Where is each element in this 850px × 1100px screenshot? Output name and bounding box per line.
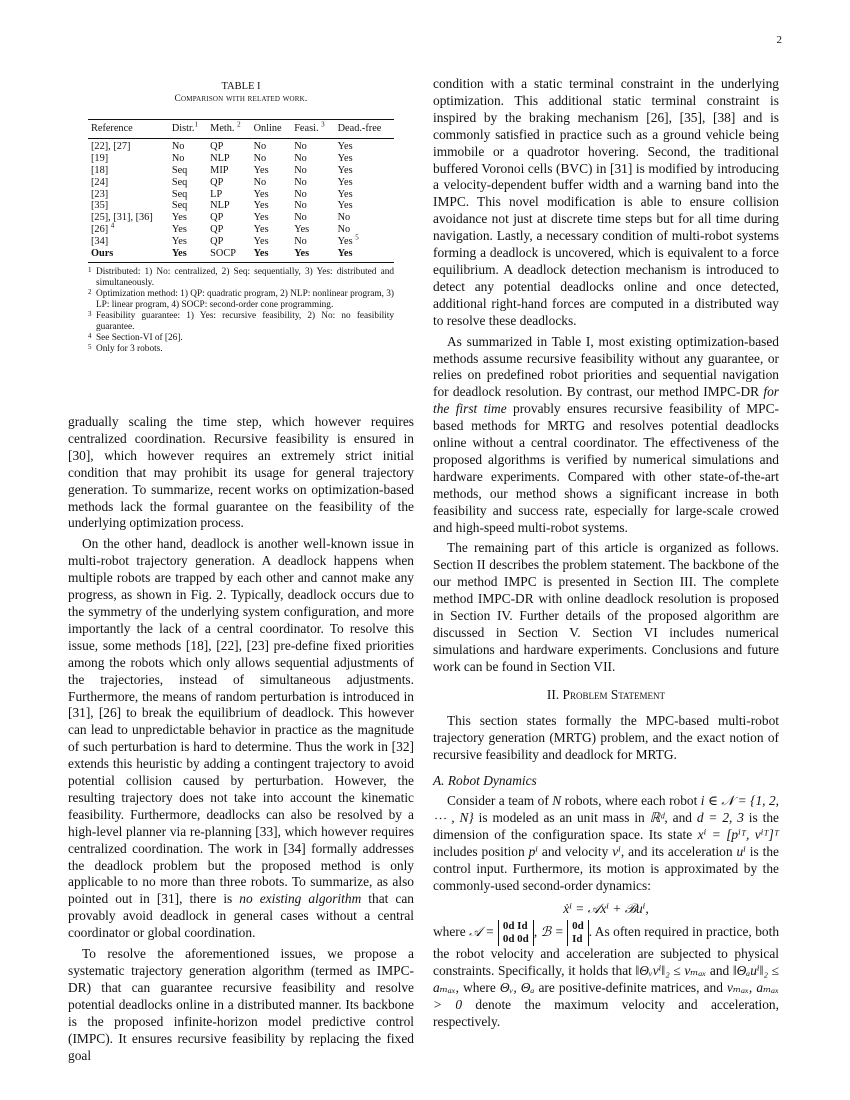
cell-distr: Seq (171, 200, 188, 212)
cell-meth: QP (210, 176, 224, 188)
header-feasi: Feasi. $^3$ (291, 120, 334, 139)
footnote-mark: 3 (88, 309, 92, 318)
table-row (88, 224, 394, 236)
footnote-mark: 1 (88, 265, 92, 274)
paragraph: gradually scaling the time step, which however requires centralized coordination. Recursive feasibility is ensured in [30], which however requires an extremely strict initial condition that may prohibit its usage for general trajectory generation. To summarize, recent works on optimization-based methods lack the formal guarantee on the feasibility of the underlying optimization process. (68, 414, 414, 531)
cell-online: Yes (251, 248, 292, 262)
cell-meth: QP (210, 140, 224, 152)
dynamics-equation: ẋⁱ = 𝒜xⁱ + ℬuⁱ, (563, 900, 649, 916)
emphasis: no existing algorithm (239, 891, 362, 907)
left-body-text (68, 414, 414, 1064)
cell-online: Yes (253, 188, 269, 200)
cell-reference: [26] $^4$ (91, 221, 115, 236)
cell-online: Yes (253, 236, 269, 248)
cell-online: No (253, 176, 267, 188)
page-number: 2 (776, 34, 782, 46)
table-row (88, 236, 394, 248)
cell-distr: Seq (171, 164, 188, 176)
cell-meth: QP (210, 236, 224, 248)
cell-distr: Yes (169, 248, 207, 262)
cell-reference: [19] (91, 152, 109, 164)
cell-online: Yes (253, 224, 269, 236)
footnote-text: Optimization method: 1) QP: quadratic program, 2) NLP: nonlinear program, 3) LP: linear program, 4) SOCP: second-order cone programming. (96, 288, 394, 310)
cell-meth: MIP (210, 164, 229, 176)
footnote (88, 289, 394, 311)
table-row (88, 200, 394, 212)
header-meth: Meth. $^2$ (207, 120, 250, 139)
matrix-B: 0d Id (567, 920, 589, 946)
cell-dead-free: Yes (337, 164, 353, 176)
cell-reference: [22], [27] (91, 140, 131, 152)
cell-distr: Seq (171, 188, 188, 200)
cell-meth: SOCP (207, 248, 250, 262)
cell-reference: [25], [31], [36] (91, 212, 153, 224)
table-row (88, 189, 394, 201)
footnote (88, 333, 394, 344)
header-online: Online (251, 120, 292, 139)
cell-reference: Ours (88, 248, 169, 262)
section-title: II. Problem Statement (546, 686, 666, 702)
header-reference: Reference (88, 120, 169, 139)
cell-feasi: No (294, 152, 307, 164)
cell-reference: [18] (91, 164, 109, 176)
cell-dead-free: Yes (337, 140, 353, 152)
cell-distr: Yes (171, 212, 187, 224)
cell-dead-free: Yes (335, 248, 394, 262)
paragraph-constraints: where 𝒜 = 0d Id 0d 0d , ℬ = 0d Id . As often required in practice, both the robot velocity and acceleration are subjected to physical constraints. Specifically, it holds that ‖Θᵥvⁱ‖₂ ≤ vₘₐₓ and ‖Θₐuⁱ‖₂ ≤ aₘₐₓ, where Θᵥ, Θₐ are positive-definite matrices, and vₘₐₓ, aₘₐₓ > 0 denote the maximum velocity and acceleration, respectively. (433, 919, 780, 1029)
cell-distr: No (171, 152, 185, 164)
cell-reference: [24] (91, 176, 109, 188)
footnote-mark: 4 (88, 331, 92, 340)
left-column (68, 76, 414, 355)
table-row (88, 153, 394, 165)
table-row (88, 138, 394, 152)
table-row-ours (88, 248, 394, 262)
table-caption: TABLE I (221, 81, 261, 92)
paragraph-summary: As summarized in Table I, most existing optimization-based methods assume recursive feasibility without any guarantee, or relies on predefined robot priorities and sequential navigation for deadlock resolution. By contrast, our method IMPC-DR for the first time provably ensures recursive feasibility of MPC-based methods for MRTG and resolves potential deadlocks online without a central coordinator. The effectiveness of the proposed algorithms is verified by numerical simulations and hardware experiments. Compared with other state-of-the-art methods, our method shows a significant increase in both feasibility and success rate, especially for large-scale crowed and high-speed multi-robot systems. (433, 333, 779, 535)
cell-dead-free: Yes $^5$ (337, 233, 359, 248)
header-dead-free: Dead.-free (335, 120, 394, 139)
footnote-text: See Section-VI of [26]. (96, 332, 183, 343)
paragraph-proposal: To resolve the aforementioned issues, we propose a systematic trajectory generation algorithm (termed as IMPC-DR) that can guarantee recursive feasibility and resolve potential deadlocks online in a distributed manner. Its backbone is the proposed infinite-horizon model predictive control (IMPC). It ensures recursive feasibility by replacing the fixed goal (68, 946, 414, 1063)
cell-reference: [34] (91, 236, 109, 248)
table-row (88, 177, 394, 189)
table-footnotes (88, 267, 394, 355)
cell-meth: LP (210, 188, 223, 200)
table-subcaption: Comparison with related work. (174, 94, 308, 104)
cell-meth: QP (210, 212, 224, 224)
matrix-A: 0d Id 0d 0d (498, 920, 534, 946)
cell-online: Yes (253, 212, 269, 224)
cell-feasi: No (294, 140, 307, 152)
footnote-text: Feasibility guarantee: 1) Yes: recursive feasibility, 2) No: no feasibility guarantee. (96, 310, 394, 332)
footnote (88, 344, 394, 355)
paragraph: condition with a static terminal constraint in the underlying optimization. This additional static terminal constraint is inspired by the braking mechanism [26], [35], [38] and is commonly satisfied in practice such as a ground vehicle being immobile or a quadrotor hovering. Second, the traditional buffered Voronoi cells (BVC) in [31] is modified by introducing a velocity-dependent buffer width and a warning band into the IMPC. This novel modification is able to ensure collision avoidance not just at discrete time steps but for all time during navigation. Lastly, a necessary condition of multi-robot systems forming a deadlock is uncovered, which is equivalent to a force equilibrium. A deadlock detection mechanism is introduced to detect any potential deadlocks online and once detected, additional right-hand forces are computed in a distributed way to resolve these deadlocks. (433, 76, 779, 328)
comparison-table (88, 119, 394, 263)
paragraph-robot-dynamics: Consider a team of N robots, where each robot i ∈ 𝒩 = {1, 2, ⋯ , N} is modeled as an unit mass in ℝᵈ, and d = 2, 3 is the dimension of the configuration space. Its state xⁱ = [pⁱᵀ, vⁱᵀ]ᵀ includes position pⁱ and velocity vⁱ, and its acceleration uⁱ is the control input. Furthermore, its motion is approximated by the commonly-used second-order dynamics: (433, 793, 779, 893)
footnote (88, 267, 394, 289)
paragraph-organization: The remaining part of this article is organized as follows. Section II describes the problem statement. The backbone of the our method IMPC is presented in Section III. The complete method IMPC-DR with online deadlock resolution is proposed in Section IV. Further details of the proposed algorithm are discussed in Section V. Section VI includes numerical simulations and hardware experiments. Conclusions and future work can be found in Section VII. (433, 540, 779, 674)
table-row (88, 212, 394, 224)
right-column (433, 76, 779, 1030)
cell-online: Yes (253, 164, 269, 176)
cell-dead-free: No (337, 212, 351, 224)
cell-meth: NLP (210, 152, 230, 164)
cell-dead-free: Yes (337, 176, 353, 188)
cell-dead-free: Yes (337, 188, 353, 200)
cell-reference: [23] (91, 188, 109, 200)
subsection-title: A. Robot Dynamics (433, 773, 537, 789)
cell-feasi: Yes (294, 224, 310, 236)
cell-meth: NLP (210, 200, 230, 212)
cell-dead-free: Yes (337, 152, 353, 164)
cell-distr: Yes (171, 224, 187, 236)
emphasis: for the first time (433, 384, 779, 417)
cell-feasi: No (294, 200, 307, 212)
cell-distr: Yes (171, 236, 187, 248)
table-header-row (88, 120, 394, 139)
cell-meth: QP (210, 224, 224, 236)
footnote (88, 311, 394, 333)
cell-distr: No (171, 140, 185, 152)
footnote-mark: 2 (88, 287, 92, 296)
cell-online: No (253, 152, 267, 164)
cell-online: Yes (253, 200, 269, 212)
cell-reference: [35] (91, 200, 109, 212)
cell-dead-free: No (337, 224, 351, 236)
cell-distr: Seq (171, 176, 188, 188)
table-row (88, 165, 394, 177)
table-body (88, 138, 394, 262)
cell-feasi: No (294, 212, 307, 224)
cell-online: No (253, 140, 267, 152)
footnote-text: Only for 3 robots. (96, 343, 163, 354)
paragraph-deadlock: On the other hand, deadlock is another well-known issue in multi-robot trajectory generation. A deadlock happens when multiple robots are trapped by each other and cannot make any progress, as shown in Fig. 2. Typically, deadlock occurs due to the symmetry of the underlying system configuration, and more importantly the lack of a central coordinator. To resolve this issue, some methods [18], [22], [23] pre-define fixed priorities among the robots which only allows sequential adjustments of the trajectories, instead of simultaneous adjustments. Furthermore, the means of random perturbation is introduced in [31], [26] to break the equilibrium of deadlock. This however can lead to unpredictable behavior in practice as the magnitude of such perturbation is hard to determine. Thus the work in [32] extends this heuristic by adding a contingent trajectory to avoid potential collision caused by perturbation. However, the resulting trajectory does not take into account the kinematic feasibility. Furthermore, deadlocks can also be resolved by a high-level planner via re-planning [33], which however requires centralized coordination. The work in [34] formally addresses the deadlock problem but the proposed method is only applicable to no more than three robots. To summarize, as also pointed out in [31], there is no existing algorithm that can provably avoid deadlock in general cases without a central coordinator or global coordination. (68, 536, 414, 941)
footnote-text: Distributed: 1) No: centralized, 2) Seq: sequentially, 3) Yes: distributed and simultaneously. (96, 266, 394, 288)
cell-feasi: No (294, 176, 307, 188)
footnote-mark: 5 (88, 342, 92, 351)
cell-dead-free: Yes (337, 200, 353, 212)
header-distr: Distr.$^1$ (169, 120, 207, 139)
paragraph-section-intro: This section states formally the MPC-based multi-robot trajectory generation (MRTG) problem, and the exact notion of recursive feasibility and deadlock for MRTG. (433, 712, 779, 762)
cell-feasi: No (294, 236, 307, 248)
cell-feasi: No (294, 164, 307, 176)
cell-feasi: No (294, 188, 307, 200)
cell-feasi: Yes (291, 248, 334, 262)
